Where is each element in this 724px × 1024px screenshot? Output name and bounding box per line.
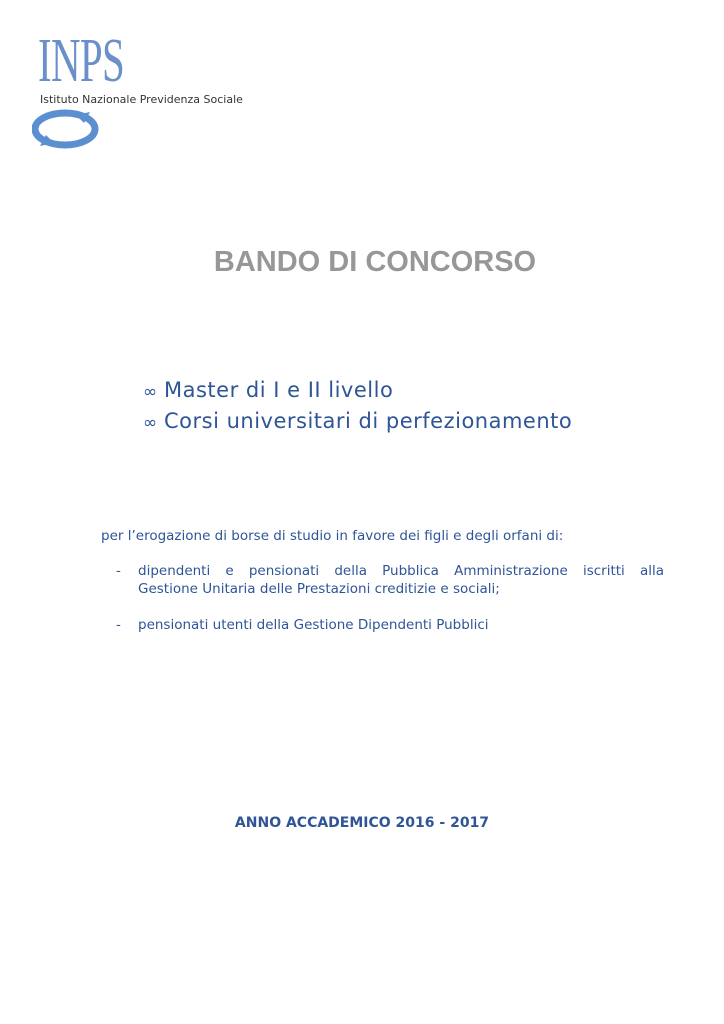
- beneficiary-line: pensionati utenti della Gestione Dipendenti Pubblici: [138, 617, 489, 633]
- academic-year: ANNO ACCADEMICO 2016 - 2017: [234, 815, 490, 831]
- beneficiary-line: Gestione Unitaria delle Prestazioni creditizie e sociali;: [138, 581, 500, 597]
- beneficiary-text: [138, 562, 664, 598]
- course-type-list: [143, 376, 572, 438]
- dash-bullet: -: [116, 563, 121, 579]
- beneficiary-item: [116, 562, 664, 598]
- beneficiary-text: [138, 616, 664, 634]
- dash-bullet: -: [116, 617, 121, 633]
- inps-logo-subtitle: Istituto Nazionale Previdenza Sociale: [40, 93, 243, 106]
- beneficiary-item: [116, 616, 664, 634]
- course-type-label: Master di I e II livello: [164, 378, 394, 402]
- beneficiary-list: [116, 562, 664, 652]
- inps-logo-wordmark: INPS: [38, 27, 125, 95]
- course-type-item: [143, 376, 572, 407]
- intro-paragraph: per l’erogazione di borse di studio in favore dei figli e degli orfani di:: [101, 528, 564, 544]
- infinity-bullet-icon: ∞: [143, 413, 158, 433]
- course-type-item: [143, 407, 572, 438]
- course-type-label: Corsi universitari di perfezionamento: [164, 409, 573, 433]
- circular-arrows-emblem-icon: [32, 108, 102, 150]
- document-title: BANDO DI CONCORSO: [213, 246, 537, 278]
- beneficiary-line: dipendenti e pensionati della Pubblica Amministrazione iscritti alla: [138, 563, 664, 579]
- infinity-bullet-icon: ∞: [143, 382, 158, 402]
